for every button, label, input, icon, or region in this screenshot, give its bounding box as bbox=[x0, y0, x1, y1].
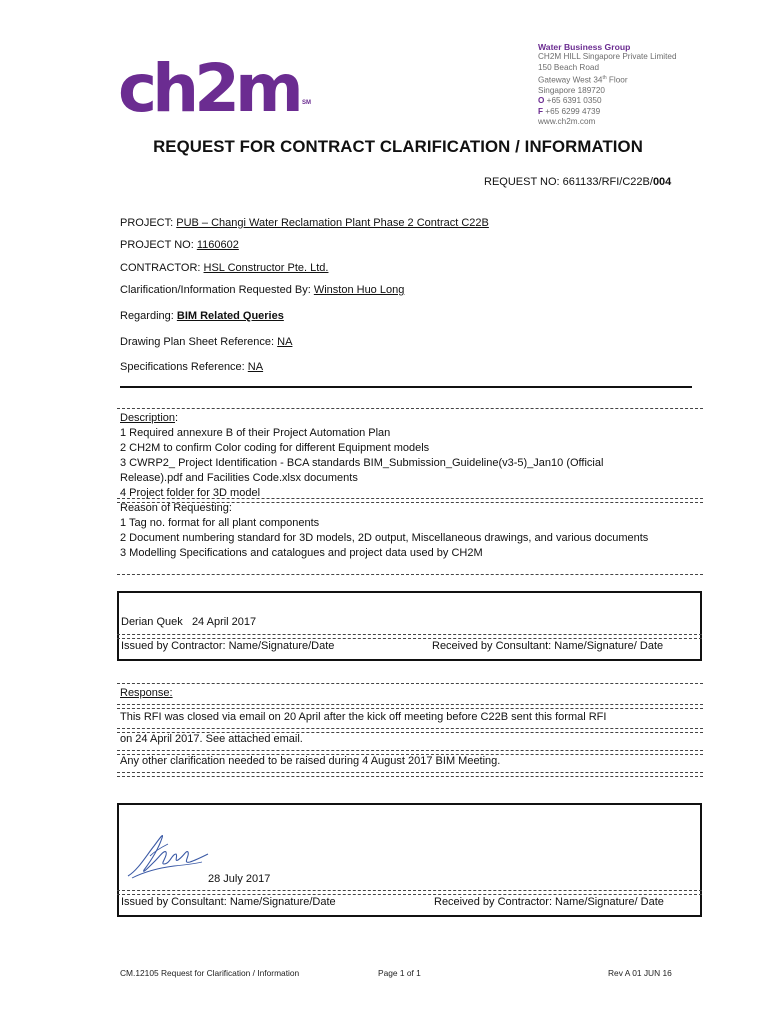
dashed-divider bbox=[117, 574, 703, 575]
contractor-issued-caption: Issued by Contractor: Name/Signature/Date bbox=[121, 640, 335, 652]
dashed-divider bbox=[117, 408, 703, 409]
contractor-value: HSL Constructor Pte. Ltd. bbox=[203, 262, 329, 274]
contractor-signatory bbox=[121, 616, 256, 628]
contractor-date: 24 April 2017 bbox=[191, 616, 257, 628]
signature-line bbox=[117, 634, 702, 639]
specifications-reference-field: Specifications Reference: NA bbox=[120, 361, 264, 373]
contractor-name: Derian Quek bbox=[121, 616, 183, 628]
requested-by-value: Winston Huo Long bbox=[313, 284, 405, 296]
project-no-value: 1160602 bbox=[196, 239, 239, 251]
dashed-divider bbox=[117, 704, 703, 709]
signature-line bbox=[117, 890, 702, 895]
description-line: Release).pdf and Facilities Code.xlsx documents bbox=[120, 472, 358, 484]
logo-trademark: SM bbox=[302, 100, 311, 106]
street-address: 150 Beach Road bbox=[538, 62, 599, 72]
request-number: REQUEST NO: 661133/RFI/C22B/004 bbox=[484, 176, 672, 188]
response-line: on 24 April 2017. See attached email. bbox=[120, 733, 303, 745]
logo-wordmark: ch2m bbox=[118, 50, 299, 127]
regarding-field: Regarding: BIM Related Queries bbox=[120, 310, 284, 322]
consultant-sign-date: 28 July 2017 bbox=[208, 873, 271, 885]
description-section bbox=[120, 411, 700, 501]
consultant-issued-caption: Issued by Consultant: Name/Signature/Date bbox=[121, 896, 336, 908]
ch2m-logo bbox=[118, 50, 318, 127]
dashed-divider bbox=[117, 772, 703, 777]
dashed-divider bbox=[117, 683, 703, 684]
description-line: 4 Project folder for 3D model bbox=[120, 487, 261, 499]
drawing-reference-field: Drawing Plan Sheet Reference: NA bbox=[120, 336, 293, 348]
document-title: REQUEST FOR CONTRACT CLARIFICATION / INFORMATION bbox=[153, 137, 643, 156]
specifications-reference-value: NA bbox=[247, 361, 264, 373]
floor-address: Gateway West 34th Floor bbox=[538, 74, 628, 85]
company-address bbox=[538, 42, 677, 127]
signature-scribble bbox=[124, 826, 210, 882]
business-group: Water Business Group bbox=[538, 42, 631, 52]
fax-line: F +65 6299 4739 bbox=[538, 106, 601, 116]
contractor-field: CONTRACTOR: HSL Constructor Pte. Ltd. bbox=[120, 262, 329, 274]
drawing-reference-value: NA bbox=[277, 336, 293, 348]
section-divider bbox=[120, 386, 692, 388]
response-line: This RFI was closed via email on 20 April after the kick off meeting before C22B sent this formal RFI bbox=[120, 711, 607, 723]
project-no-field: PROJECT NO: 1160602 bbox=[120, 239, 239, 251]
website: www.ch2m.com bbox=[538, 116, 596, 126]
reason-line: 2 Document numbering standard for 3D models, 2D output, Miscellaneous drawings, and various documents bbox=[120, 532, 649, 544]
requested-by-field: Clarification/Information Requested By: Winston Huo Long bbox=[120, 284, 405, 296]
footer-document-code: CM.12105 Request for Clarification / Information bbox=[120, 968, 300, 978]
consultant-received-caption: Received by Consultant: Name/Signature/ Date bbox=[432, 640, 664, 652]
phone-line: O +65 6391 0350 bbox=[538, 96, 602, 106]
contractor-received-caption: Received by Contractor: Name/Signature/ Date bbox=[434, 896, 664, 908]
description-line: 3 CWRP2_ Project Identification - BCA standards BIM_Submission_Guideline(v3-5)_Jan10 (Official bbox=[120, 457, 604, 469]
regarding-value: BIM Related Queries bbox=[176, 310, 284, 322]
footer-revision: Rev A 01 JUN 16 bbox=[608, 968, 672, 978]
response-heading: Response: bbox=[120, 687, 173, 699]
description-line: 2 CH2M to confirm Color coding for different Equipment models bbox=[120, 442, 430, 454]
reason-heading: Reason of Requesting: bbox=[120, 502, 232, 514]
description-line: 1 Required annexure B of their Project Automation Plan bbox=[120, 427, 391, 439]
reason-section bbox=[120, 501, 700, 561]
city-postcode: Singapore 189720 bbox=[538, 85, 605, 95]
reason-line: 1 Tag no. format for all plant components bbox=[120, 517, 320, 529]
reason-line: 3 Modelling Specifications and catalogues and project data used by CH2M bbox=[120, 547, 483, 559]
project-field: PROJECT: PUB – Changi Water Reclamation Plant Phase 2 Contract C22B bbox=[120, 217, 489, 229]
company-name: CH2M HILL Singapore Private Limited bbox=[538, 52, 677, 62]
description-heading: Description: bbox=[120, 412, 179, 424]
response-line: Any other clarification needed to be raised during 4 August 2017 BIM Meeting. bbox=[120, 755, 501, 767]
footer-page-number: Page 1 of 1 bbox=[378, 968, 421, 978]
project-value: PUB – Changi Water Reclamation Plant Phase 2 Contract C22B bbox=[176, 217, 489, 229]
